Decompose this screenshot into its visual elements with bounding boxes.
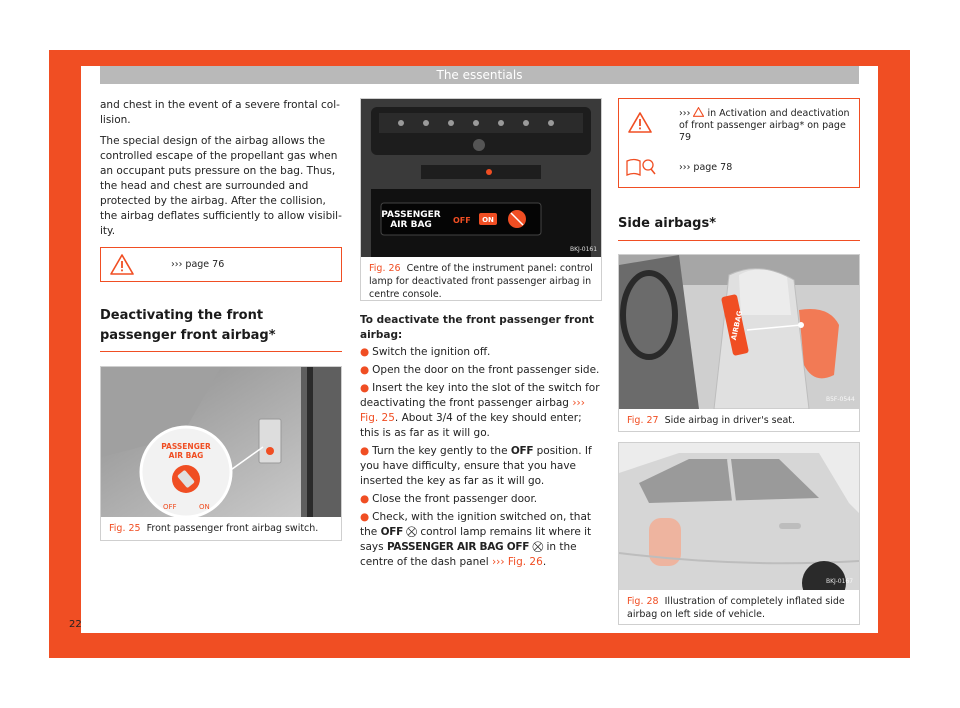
figure-label: Fig. 28 [627, 596, 659, 607]
link-arrows: ››› [679, 108, 691, 119]
airbag-off-icon: ⛒ [532, 541, 544, 553]
column-right [618, 98, 860, 625]
list-item-text: . About 3/4 of the key should enter; this is as far as it will go. [360, 412, 582, 439]
figure-27 [618, 254, 860, 432]
list-item-text: Check, with the ignition switched on, that the [360, 511, 591, 538]
switch-off-label: OFF [163, 503, 177, 511]
airbag-switch-image [101, 367, 341, 517]
page-number: 22 [69, 619, 82, 630]
figure-caption [101, 517, 341, 541]
figure-caption [619, 590, 859, 627]
instrument-panel-image [361, 99, 601, 257]
list-item: ● Open the door on the front passenger side. [360, 364, 600, 376]
book-magnifier-icon [625, 157, 657, 177]
caption-text: Side airbag in driver's seat. [664, 415, 796, 426]
svg-text:OFF: OFF [453, 216, 471, 225]
figure-link[interactable]: ››› Fig. 26 [491, 556, 543, 568]
figure-26 [360, 98, 602, 301]
svg-text:AIRBAG: AIRBAG [729, 309, 744, 341]
paragraph: The special design of the airbag allows the controlled escape of the propellant gas when an occupant puts pressure on the bag. Thus, the head and chest are surrounded and protected by the airbag. After the collision, the airbag deflates sufficiently to allow visibil-ity. [100, 135, 342, 237]
figure-25 [100, 366, 342, 541]
image-code-label: BKJ-0167 [826, 578, 854, 585]
warning-triangle-icon [693, 107, 704, 117]
off-symbol: OFF [510, 445, 534, 457]
warning-page-link[interactable]: ››› page 76 [171, 259, 225, 270]
warning-box [100, 247, 342, 282]
image-code-label: BKJ-0166 [312, 520, 340, 527]
list-item-text: Turn the key gently to the [372, 445, 508, 457]
figure-label: Fig. 25 [109, 523, 141, 534]
svg-text:AIR BAG: AIR BAG [168, 451, 204, 460]
instructions-intro: To deactivate the front passenger front airbag: [360, 314, 594, 341]
figure-link[interactable]: ››› Fig. 25 [360, 397, 585, 424]
list-item-text: Insert the key into the slot of the switch for deactivating the front passenger airbag [360, 382, 600, 409]
book-page-link[interactable]: ››› page 78 [679, 162, 733, 173]
list-item-text: Open the door on the front passenger side. [372, 364, 600, 376]
column-middle [360, 98, 602, 573]
list-item: ● Insert the key into the slot of the switch for deactivating the front passenger airbag ››› Fig. 25. About 3/4 of the key should enter; this is as far as it will go. [360, 382, 600, 439]
list-item-text: control lamp remains lit where it says [360, 526, 592, 553]
list-item: ● Switch the ignition off. [360, 346, 491, 358]
list-item-text: . [542, 556, 547, 568]
list-item: ● Close the front passenger door. [360, 493, 538, 505]
heading-rule [618, 240, 860, 241]
caption-text: Centre of the instrument panel: control lamp for deactivated front passenger airbag in centre console. [369, 263, 593, 300]
reference-box [618, 98, 860, 188]
list-item-text: in the centre of the dash panel [360, 541, 577, 568]
lamp-text-symbol: PASSENGER AIR BAG OFF [386, 541, 530, 553]
driver-seat-image [619, 255, 859, 409]
section-heading: Side airbags* [618, 216, 717, 231]
figure-caption [619, 409, 859, 433]
figure-28 [618, 442, 860, 625]
caption-text: Front passenger front airbag switch. [146, 523, 319, 534]
list-item-text: Close the front passenger door. [372, 493, 538, 505]
paragraph: and chest in the event of a severe frontal col-lision. [100, 99, 340, 126]
list-item-text: Switch the ignition off. [372, 346, 491, 358]
airbag-off-icon: ⛒ [406, 526, 418, 538]
column-left [100, 98, 342, 541]
image-code-label: BKJ-0161 [570, 246, 598, 253]
image-code-label: B5F-0544 [826, 396, 855, 403]
list-item: ● Check, with the ignition switched on, that the OFF ⛒ control lamp remains lit where it says PASSENGER AIR BAG OFF ⛒ in the centre of the dash panel ››› Fig. 26. [360, 511, 592, 568]
heading-rule [100, 351, 342, 352]
svg-text:AIR BAG: AIR BAG [390, 220, 432, 230]
running-header: The essentials [100, 66, 859, 84]
warning-triangle-icon [628, 112, 652, 133]
section-heading: Deactivating the front passenger front airbag* [100, 308, 276, 343]
svg-text:ON: ON [482, 216, 494, 224]
warning-triangle-icon [110, 254, 134, 275]
vehicle-side-image [619, 443, 859, 590]
warning-reference[interactable] [679, 107, 855, 144]
figure-caption [361, 257, 601, 307]
instructions [360, 313, 602, 570]
switch-on-label: ON [199, 503, 210, 511]
off-symbol: OFF [380, 526, 403, 538]
list-item-text: position. If you have difficulty, ensure that you have inserted the key as far as it will go. [360, 445, 592, 487]
svg-text:PASSENGER: PASSENGER [161, 442, 211, 451]
list-item: ● Turn the key gently to the OFF position. If you have difficulty, ensure that you have inserted the key as far as it will go. [360, 445, 592, 487]
caption-text: Illustration of completely inflated side airbag on left side of vehicle. [627, 596, 845, 620]
svg-text:PASSENGER: PASSENGER [381, 210, 441, 220]
figure-label: Fig. 27 [627, 415, 659, 426]
figure-label: Fig. 26 [369, 263, 401, 274]
reference-text: in Activation and deactivation of front passenger airbag* on page 79 [679, 108, 850, 143]
